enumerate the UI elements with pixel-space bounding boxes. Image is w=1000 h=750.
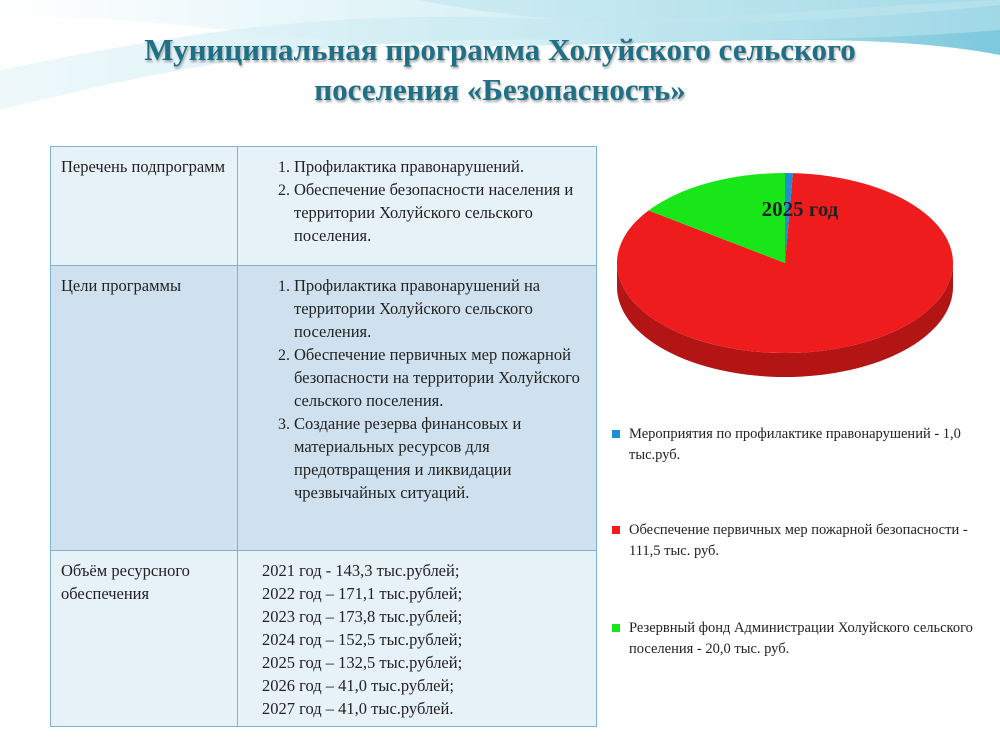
year-item: 2024 год – 152,5 тыс.рублей; xyxy=(262,630,463,649)
year-item: 2026 год – 41,0 тыс.рублей; xyxy=(262,676,454,695)
year-item: 2021 год - 143,3 тыс.рублей; xyxy=(262,561,460,580)
row-content xyxy=(238,551,597,727)
legend-item xyxy=(612,618,982,660)
year-item: 2023 год – 173,8 тыс.рублей; xyxy=(262,607,463,626)
list-item: 2. Обеспечение безопасности населения и территории Холуйского сельского поселения. xyxy=(294,178,586,247)
program-table xyxy=(50,146,597,727)
legend-label: Мероприятия по профилактике правонарушений - 1,0 тыс.руб. xyxy=(629,426,961,463)
pie-chart xyxy=(600,150,970,390)
legend-swatch xyxy=(612,526,620,534)
table-row xyxy=(51,147,597,266)
legend-swatch xyxy=(612,624,620,632)
year-item: 2022 год – 171,1 тыс.рублей; xyxy=(262,584,463,603)
title-line-1: Муниципальная программа Холуйского сельского xyxy=(144,32,856,67)
year-item: 2025 год – 132,5 тыс.рублей; xyxy=(262,653,463,672)
table-row xyxy=(51,266,597,551)
row-content xyxy=(238,266,597,551)
legend-label: Обеспечение первичных мер пожарной безопасности - 111,5 тыс. руб. xyxy=(629,522,968,559)
row-label: Перечень подпрограмм xyxy=(51,147,238,266)
list-item: 3. Создание резерва финансовых и материальных ресурсов для предотвращения и ликвидации чрезвычайных ситуаций. xyxy=(294,412,586,504)
legend-item xyxy=(612,520,982,562)
table-row xyxy=(51,551,597,727)
page-title xyxy=(60,30,940,110)
legend-label: Резервный фонд Администрации Холуйского сельского поселения - 20,0 тыс. руб. xyxy=(629,620,973,657)
title-line-2: поселения «Безопасность» xyxy=(314,72,686,107)
list-item: 2. Обеспечение первичных мер пожарной безопасности на территории Холуйского сельского поселения. xyxy=(294,343,586,412)
list-item: 1. Профилактика правонарушений. xyxy=(294,155,586,178)
legend-item xyxy=(612,424,982,466)
row-content xyxy=(238,147,597,266)
row-label: Цели программы xyxy=(51,266,238,551)
year-item: 2027 год – 41,0 тыс.рублей. xyxy=(262,699,454,718)
list-item: 1. Профилактика правонарушений на территории Холуйского сельского поселения. xyxy=(294,274,586,343)
row-label: Объём ресурсного обеспечения xyxy=(51,551,238,727)
chart-title: 2025 год xyxy=(761,197,839,221)
legend-swatch xyxy=(612,430,620,438)
